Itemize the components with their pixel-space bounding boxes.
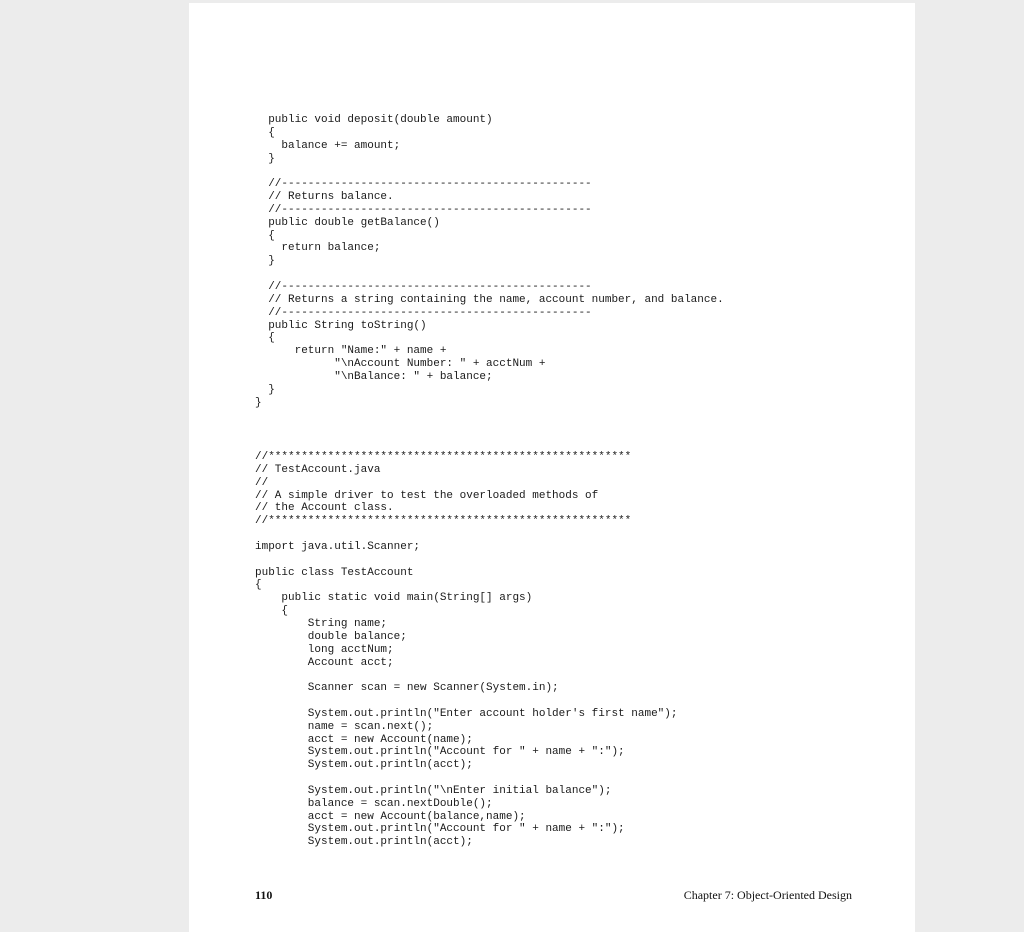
code-block-account-methods: public void deposit(double amount) { balance += amount; } //----------------------------------------------- // Returns balance. //----------------------------------------------- public double getBalance() { return balance; } //----------------------------------------------- // Returns a string containing the name, account number, and balance. //----------------------------------------------- public String toString() { return "Name:" + name + "\nAccount Number: " + acctNum + "\nBalance: " + balance; } } [255, 114, 724, 409]
chapter-title: Chapter 7: Object-Oriented Design [683, 888, 852, 902]
document-page [189, 3, 915, 932]
page-number: 110 [255, 888, 273, 902]
code-block-test-account: //******************************************************* // TestAccount.java // // A simple driver to test the overloaded methods of // the Account class. //******************************************************* import java.util.Scanner; public class TestAccount { public static void main(String[] args) { String name; double balance; long acctNum; Account acct; Scanner scan = new Scanner(System.in); System.out.println("Enter account holder's first name"); name = scan.next(); acct = new Account(name); System.out.println("Account for " + name + ":"); System.out.println(acct); System.out.println("\nEnter initial balance"); balance = scan.nextDouble(); acct = new Account(balance,name); System.out.println("Account for " + name + ":"); System.out.println(acct); [255, 451, 678, 849]
